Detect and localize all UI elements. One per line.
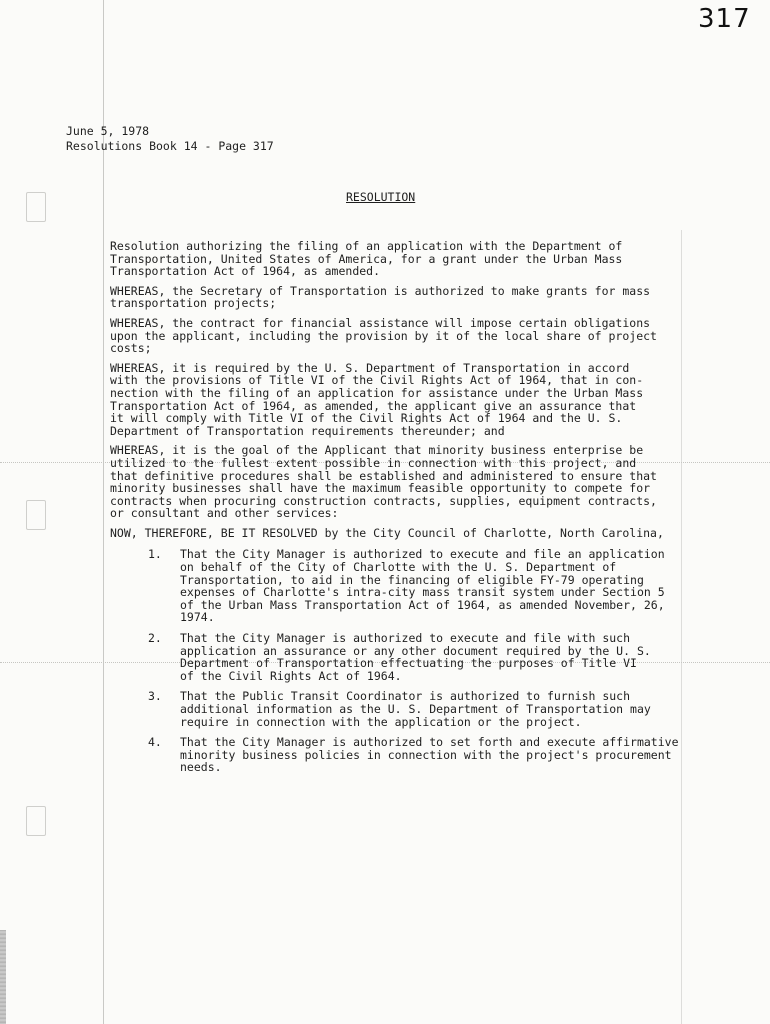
item-number: 2. xyxy=(148,631,162,646)
text-line: that definitive procedures shall be established and administered to ensure that xyxy=(110,468,657,483)
item-text xyxy=(180,690,651,728)
text-line: minority businesses shall have the maximum feasible opportunity to compete for xyxy=(110,481,651,496)
text-line: minority business policies in connection with the project's procurement xyxy=(180,747,672,762)
text-line: NOW, THEREFORE, BE IT RESOLVED by the City Council of Charlotte, North Carolina, xyxy=(110,525,664,540)
item-number: 4. xyxy=(148,735,162,750)
text-line: upon the applicant, including the provision by it of the local share of project xyxy=(110,328,657,343)
scan-punch-hole-middle xyxy=(26,500,46,530)
resolution-item-2 xyxy=(110,632,722,682)
resolution-item-1 xyxy=(110,548,722,624)
item-number: 1. xyxy=(148,547,162,562)
document-header xyxy=(66,124,274,154)
handwritten-page-number: 317 xyxy=(698,4,751,34)
paragraph-whereas-1 xyxy=(110,285,722,310)
header-book-reference: Resolutions Book 14 - Page 317 xyxy=(66,139,274,153)
text-line: transportation projects; xyxy=(110,296,277,311)
paragraph-whereas-3 xyxy=(110,362,722,438)
item-text xyxy=(180,736,679,774)
paragraph-now-therefore xyxy=(110,527,722,540)
text-line: utilized to the fullest extent possible in connection with this project, and xyxy=(110,455,637,470)
text-line: costs; xyxy=(110,341,152,356)
text-line: WHEREAS, the contract for financial assistance will impose certain obligations xyxy=(110,315,651,330)
text-line: Transportation Act of 1964, as amended, the applicant give an assurance that xyxy=(110,398,637,413)
resolution-item-4 xyxy=(110,736,722,774)
text-line: on behalf of the City of Charlotte with the U. S. Department of xyxy=(180,560,617,575)
paragraph-whereas-4 xyxy=(110,444,722,520)
text-line: WHEREAS, it is the goal of the Applicant that minority business enterprise be xyxy=(110,443,644,458)
resolution-body xyxy=(110,240,722,782)
text-line: Department of Transportation effectuating the purposes of Title VI xyxy=(180,656,637,671)
text-line: That the City Manager is authorized to set forth and execute affirmative xyxy=(180,735,679,750)
text-line: Transportation Act of 1964, as amended. xyxy=(110,264,381,279)
scan-punch-hole-bottom xyxy=(26,806,46,836)
resolution-item-3 xyxy=(110,690,722,728)
text-line: Transportation, to aid in the financing of eligible FY-79 operating xyxy=(180,572,644,587)
text-line: needs. xyxy=(180,760,222,775)
item-number: 3. xyxy=(148,689,162,704)
header-date: June 5, 1978 xyxy=(66,124,150,138)
text-line: application an assurance or any other document required by the U. S. xyxy=(180,643,651,658)
text-line: That the Public Transit Coordinator is authorized to furnish such xyxy=(180,689,631,704)
item-text xyxy=(180,632,651,682)
text-line: of the Civil Rights Act of 1964. xyxy=(180,668,402,683)
text-line: Resolution authorizing the filing of an application with the Department of xyxy=(110,239,623,253)
text-line: additional information as the U. S. Department of Transportation may xyxy=(180,702,651,716)
document-title: RESOLUTION xyxy=(346,190,416,204)
text-line: That the City Manager is authorized to execute and file an application xyxy=(180,547,665,562)
text-line: require in connection with the application or the project. xyxy=(180,714,582,729)
paragraph-intro xyxy=(110,240,722,278)
text-line: expenses of Charlotte's intra-city mass transit system under Section 5 xyxy=(180,585,665,600)
scan-edge-noise xyxy=(0,930,6,1024)
text-line: it will comply with Title VI of the Civil Rights Act of 1964 and the U. S. xyxy=(110,411,623,426)
text-line: nection with the filing of an application for assistance under the Urban Mass xyxy=(110,385,644,400)
text-line: WHEREAS, the Secretary of Transportation is authorized to make grants for mass xyxy=(110,283,651,298)
paragraph-whereas-2 xyxy=(110,317,722,355)
item-text xyxy=(180,548,665,624)
text-line: with the provisions of Title VI of the Civil Rights Act of 1964, that in con- xyxy=(110,373,644,388)
text-line: WHEREAS, it is required by the U. S. Department of Transportation in accord xyxy=(110,360,630,375)
text-line: Transportation, United States of America, for a grant under the Urban Mass xyxy=(110,251,623,266)
text-line: contracts when procuring construction contracts, supplies, equipment contracts, xyxy=(110,493,657,508)
scan-punch-hole-top xyxy=(26,192,46,222)
text-line: 1974. xyxy=(180,610,215,625)
text-line: Department of Transportation requirements thereunder; and xyxy=(110,423,505,438)
text-line: or consultant and other services: xyxy=(110,506,339,521)
text-line: of the Urban Mass Transportation Act of 1964, as amended November, 26, xyxy=(180,597,665,612)
text-line: That the City Manager is authorized to execute and file with such xyxy=(180,631,631,646)
